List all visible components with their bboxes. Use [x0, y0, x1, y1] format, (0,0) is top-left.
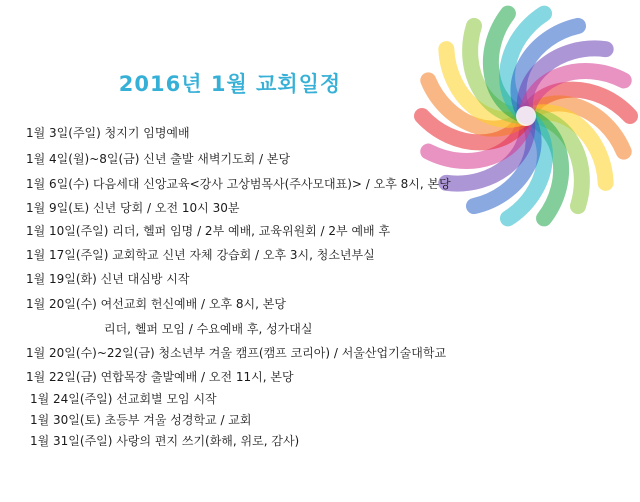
event-item: 1월 31일(주일) 사랑의 편지 쓰기(화해, 위로, 감사) [30, 434, 300, 448]
event-item: 1월 30일(토) 초등부 겨울 성경학교 / 교회 [30, 413, 252, 427]
event-item: 1월 17일(주일) 교회학교 신년 자체 강습회 / 오후 3시, 청소년부실 [26, 248, 375, 262]
event-item: 1월 4일(월)~8일(금) 신년 출발 새벽기도회 / 본당 [26, 152, 291, 166]
event-item: 1월 10일(주일) 리더, 헬퍼 임명 / 2부 예배, 교육위원회 / 2부 예배 후 [26, 224, 391, 238]
event-item-continued: 리더, 헬퍼 모임 / 수요예배 후, 성가대실 [104, 322, 313, 336]
event-item: 1월 9일(토) 신년 당회 / 오전 10시 30분 [26, 201, 240, 215]
event-item: 1월 20일(수) 여선교회 헌신예배 / 오후 8시, 본당 [26, 297, 286, 311]
event-item: 1월 22일(금) 연합목장 출발예배 / 오전 11시, 본당 [26, 370, 294, 384]
event-item: 1월 3일(주일) 청지기 임명예배 [26, 126, 190, 140]
page-title: 2016년 1월 교회일정 [118, 72, 342, 96]
event-item: 1월 19일(화) 신년 대심방 시작 [26, 272, 190, 286]
event-item: 1월 24일(주일) 선교회별 모임 시작 [30, 392, 217, 406]
event-item: 1월 6일(수) 다음세대 신앙교육<강사 고상범목사(주사모대표)> / 오후 8시, 본당 [26, 177, 451, 191]
event-item: 1월 20일(수)~22일(금) 청소년부 겨울 캠프(캠프 코리아) / 서울산업기술대학교 [26, 346, 447, 360]
